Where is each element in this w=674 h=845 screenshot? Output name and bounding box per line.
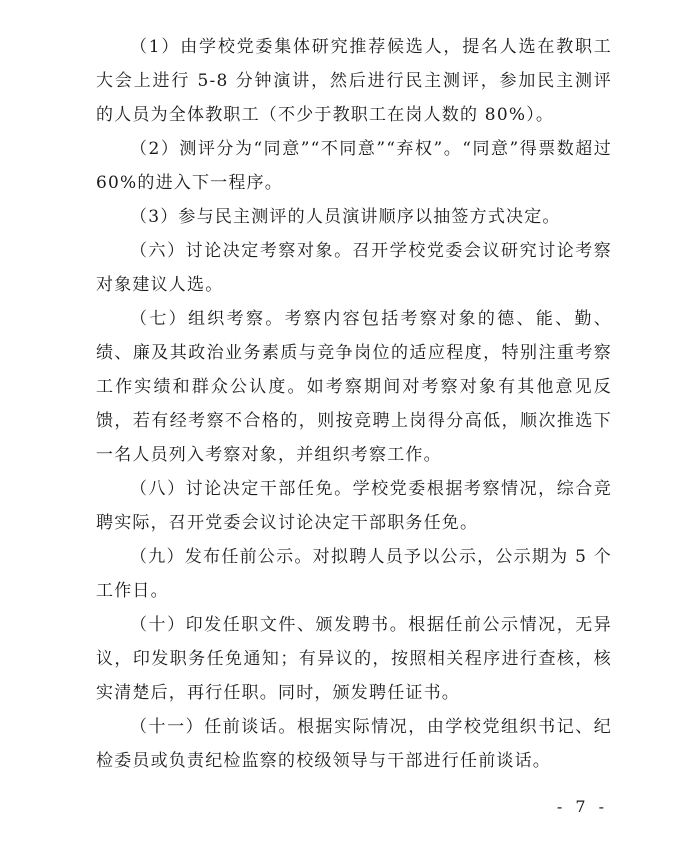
- paragraph-section-10: （十）印发任职文件、颁发聘书。根据任前公示情况，无异议，印发职务任免通知；有异议的，按照相关程序进行查核，核实清楚后，再行任职。同时，颁发聘任证书。: [96, 615, 612, 703]
- page-number: - 7 -: [556, 797, 608, 816]
- paragraph-sub-item-1: （1）由学校党委集体研究推荐候选人，提名人选在教职工大会上进行 5-8 分钟演讲，然后进行民主测评，参加民主测评的人员为全体教职工（不少于教职工在岗人数的 80%）。: [96, 37, 612, 125]
- document-body: [96, 30, 612, 778]
- paragraph-section-11: （十一）任前谈话。根据实际情况，由学校党组织书记、纪检委员或负责纪检监察的校级领导与干部进行任前谈话。: [96, 717, 612, 771]
- paragraph-sub-item-2: （2）测评分为“同意”“不同意”“弃权”。“同意”得票数超过 60%的进入下一程序。: [96, 139, 612, 193]
- paragraph-sub-item-3: （3）参与民主测评的人员演讲顺序以抽签方式决定。: [130, 207, 561, 227]
- paragraph-section-7: （七）组织考察。考察内容包括考察对象的德、能、勤、绩、廉及其政治业务素质与竞争岗位的适应程度，特别注重考察工作实绩和群众公认度。如考察期间对考察对象有其他意见反馈，若有经考察不合格的，则按竞聘上岗得分高低，顺次推选下一名人员列入考察对象，并组织考察工作。: [96, 309, 612, 465]
- paragraph-section-8: （八）讨论决定干部任免。学校党委根据考察情况，综合竞聘实际，召开党委会议讨论决定干部职务任免。: [96, 479, 612, 533]
- paragraph-section-6: （六）讨论决定考察对象。召开学校党委会议研究讨论考察对象建议人选。: [96, 241, 612, 295]
- paragraph-section-9: （九）发布任前公示。对拟聘人员予以公示，公示期为 5 个工作日。: [96, 547, 612, 601]
